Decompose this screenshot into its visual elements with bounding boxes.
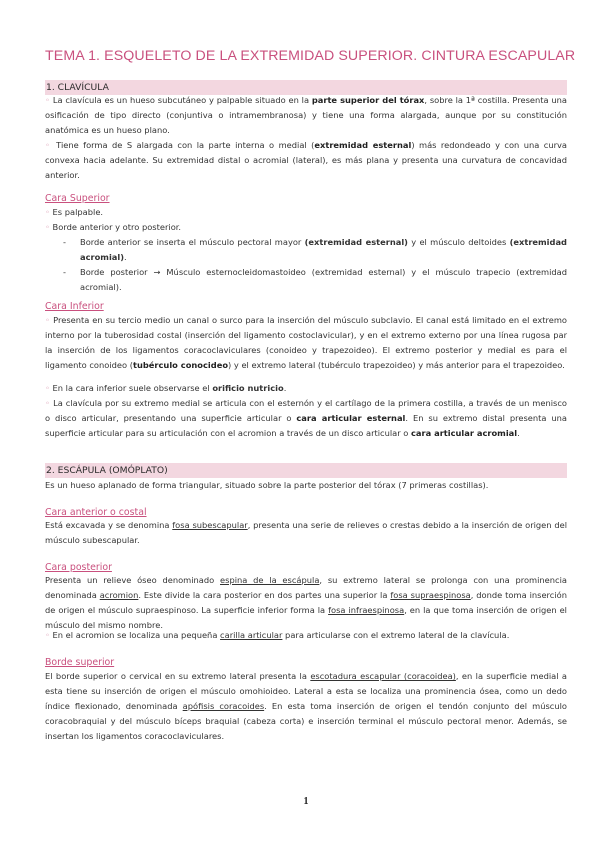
list-item: ◦ En el acromion se localiza una pequeña carilla articular para articularse con el extremo lateral de la clavícula. — [45, 630, 510, 640]
subheading-borde-superior: Borde superior — [45, 657, 115, 668]
list-item: ◦ En la cara inferior suele observarse el orificio nutricio. — [45, 383, 287, 393]
subheading-cara-posterior: Cara posterior — [45, 562, 112, 573]
subheading-cara-superior: Cara Superior — [45, 193, 110, 204]
paragraph-escapula-intro: Es un hueso aplanado de forma triangular, situado sobre la parte posterior del tórax (7 primeras costillas). — [45, 480, 489, 490]
page-number: 1 — [303, 796, 309, 807]
paragraph-borde-superior: El borde superior o cervical en su extremo lateral presenta la escotadura escapular (coracoidea), en la superficie medial a esta tiene su inserción de origen el músculo omohioideo. Lateral a esta se localiza una prominencia ósea, como un dedo índice flexionado, denominada apófisis coracoides. En esta toma inserción de origen el tendón conjunto del músculo coracobraquial y del músculo bíceps braquial (cabeza corta) e inserción terminal el músculo pectoral menor. Además, se insertan los ligamentos coracoclaviculares. — [45, 671, 567, 742]
paragraph-articulaciones: ◦ La clavícula por su extremo medial se articula con el esternón y el cartílago de la primera costilla, a través de un menisco o disco articular, presentando una superficie articular o cara articular esternal. En su extremo distal presenta una superficie articular para su articulación con el acromion a través de un disco articular o cara articular acromial. — [45, 398, 567, 439]
paragraph-clavicula-intro: ◦ La clavícula es un hueso subcutáneo y palpable situado en la parte superior del tórax, sobre la 1ª costilla. Presenta una osificación de tipo directo (conjuntiva o intramembranosa) y tiene una forma alargada, aunque por su constitución anatómica es un hueso plano. — [45, 95, 567, 136]
paragraph-cara-anterior: Está excavada y se denomina fosa subescapular, presenta una serie de relieves o crestas debido a la inserción de origen del músculo subescapular. — [45, 520, 567, 546]
section-heading-clavicula: 1. CLAVÍCULA — [45, 80, 567, 95]
section-heading-escapula: 2. ESCÁPULA (OMÓPLATO) — [45, 463, 567, 478]
paragraph-cara-posterior: Presenta un relieve óseo denominado espina de la escápula, su extremo lateral se prolonga con una prominencia denominada acromion. Este divide la cara posterior en dos partes una superior la fosa supraespinosa, donde toma inserción de origen el músculo supraespinoso. La superficie inferior forma la fosa infraespinosa, en la que toma inserción de origen el músculo del mismo nombre. — [45, 575, 567, 631]
paragraph-clavicula-forma: ◦ Tiene forma de S alargada con la parte interna o medial (extremidad esternal) más redondeado y con una curva convexa hacia adelante. Su extremidad distal o acromial (lateral), es más plana y presenta una curvatura de concavidad anterior. — [45, 140, 568, 181]
list-item: ◦ Es palpable. — [45, 207, 104, 217]
dash-item-borde-posterior: - Borde posterior → Músculo esternocleidomastoideo (extremidad esternal) y el músculo trapecio (extremidad acromial). — [63, 267, 567, 293]
dash-item-borde-anterior: - Borde anterior se inserta el músculo pectoral mayor (extremidad esternal) y el músculo deltoides (extremidad acromial). — [63, 237, 567, 263]
subheading-cara-inferior: Cara Inferior — [45, 301, 104, 312]
list-item: ◦ Borde anterior y otro posterior. — [45, 222, 182, 232]
page-title: TEMA 1. ESQUELETO DE LA EXTREMIDAD SUPERIOR. CINTURA ESCAPULAR — [45, 48, 576, 64]
subheading-cara-anterior: Cara anterior o costal — [45, 507, 147, 518]
paragraph-cara-inferior: ◦ Presenta en su tercio medio un canal o surco para la inserción del músculo subclavio. El canal está limitado en el extremo interno por la tuberosidad costal (inserción del ligamento costoclavicular), y en el extremo externo por una línea rugosa par la inserción de los ligamentos coracoclaviculares (conoideo y trapezoideo). El extremo posterior y medial es para el ligamento conoideo (tubérculo conocideo) y el extremo lateral (tubérculo trapezoideo) y más anterior para el trapezoideo. — [45, 315, 567, 371]
